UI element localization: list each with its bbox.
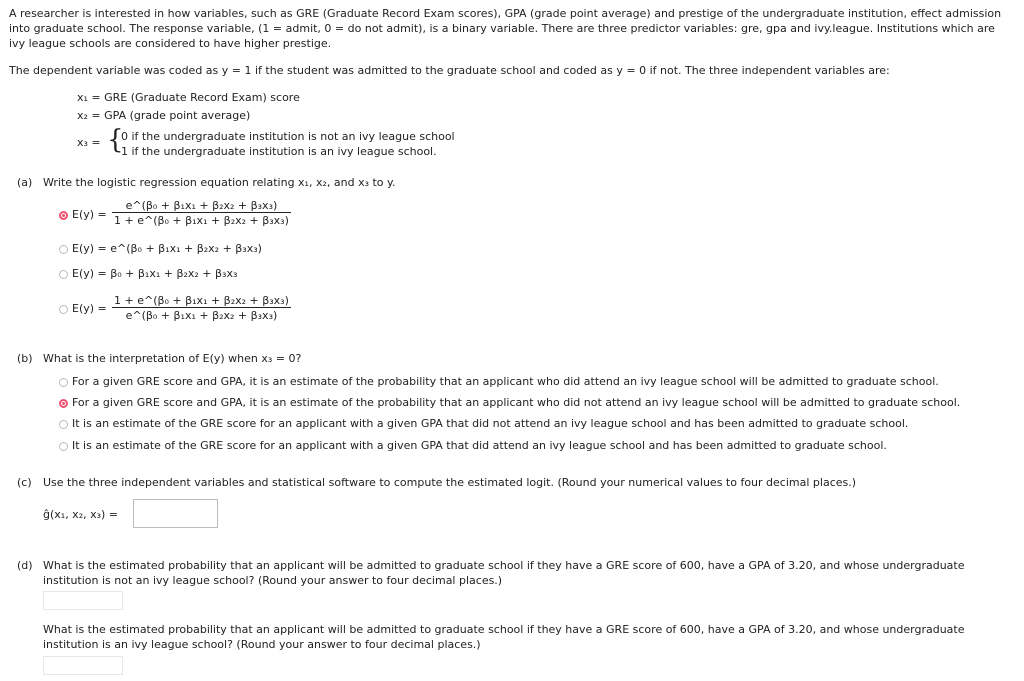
part-a-option-3-text: E(y) = β₀ + β₁x₁ + β₂x₂ + β₃x₃ — [72, 267, 238, 280]
intro-line-1: A researcher is interested in how variables, such as GRE (Graduate Record Exam scores), GPA (grade point average) and prestige of the undergraduate institution, effect admission — [9, 7, 1002, 20]
part-a-option-4-radio[interactable] — [59, 305, 68, 314]
part-b-label: (b) — [17, 352, 33, 365]
part-b-option-2-text: For a given GRE score and GPA, it is an estimate of the probability that an applicant who did not attend an ivy league school will be admitted to graduate school. — [72, 396, 961, 409]
part-d-question-2-line-1: What is the estimated probability that an applicant will be admitted to graduate school if they have a GRE score of 600, have a GPA of 3.20, and whose undergraduate — [43, 623, 965, 636]
intro-line-3: ivy league schools are considered to have higher prestige. — [9, 37, 332, 50]
probability-not-ivy-input[interactable] — [43, 591, 123, 610]
estimated-logit-input[interactable] — [133, 499, 218, 528]
part-b-option-4-text: It is an estimate of the GRE score for an applicant with a given GPA that did attend an ivy league school and has been admitted to graduate school. — [72, 439, 887, 452]
part-a-option-1-lhs: E(y) = — [72, 208, 107, 221]
part-a-option-4-fraction — [112, 294, 291, 322]
part-b-option-1-text: For a given GRE score and GPA, it is an estimate of the probability that an applicant who did attend an ivy league school will be admitted to graduate school. — [72, 375, 939, 388]
part-a-label: (a) — [17, 176, 33, 189]
part-d-question-1-line-2: institution is not an ivy league school? (Round your answer to four decimal places.) — [43, 574, 503, 587]
part-a-option-2-radio[interactable] — [59, 245, 68, 254]
x3-case-1: 1 if the undergraduate institution is an ivy league school. — [121, 145, 437, 158]
fraction-numerator: e^(β₀ + β₁x₁ + β₂x₂ + β₃x₃) — [125, 199, 278, 212]
part-a-option-1-fraction — [112, 199, 291, 227]
part-c-question: Use the three independent variables and statistical software to compute the estimated logit. (Round your numerical values to four decimal places.) — [43, 476, 857, 489]
x2-definition: x₂ = GPA (grade point average) — [77, 109, 251, 122]
part-a-option-1-radio[interactable] — [59, 211, 68, 220]
part-a-question: Write the logistic regression equation relating x₁, x₂, and x₃ to y. — [43, 176, 396, 189]
x3-case-0: 0 if the undergraduate institution is not an ivy league school — [121, 130, 455, 143]
part-b-option-3-radio[interactable] — [59, 420, 68, 429]
part-a-option-3-radio[interactable] — [59, 270, 68, 279]
part-b-question: What is the interpretation of E(y) when x₃ = 0? — [43, 352, 302, 365]
estimated-logit-lhs: ĝ(x₁, x₂, x₃) = — [43, 508, 119, 521]
part-a-option-4-lhs: E(y) = — [72, 302, 107, 315]
part-b-option-4-radio[interactable] — [59, 442, 68, 451]
fraction-numerator: 1 + e^(β₀ + β₁x₁ + β₂x₂ + β₃x₃) — [114, 294, 289, 307]
probability-ivy-input[interactable] — [43, 656, 123, 675]
fraction-denominator: e^(β₀ + β₁x₁ + β₂x₂ + β₃x₃) — [112, 307, 291, 322]
piecewise-brace: { — [107, 125, 124, 155]
part-d-question-2-line-2: institution is an ivy league school? (Round your answer to four decimal places.) — [43, 638, 481, 651]
part-b-option-1-radio[interactable] — [59, 378, 68, 387]
part-b-option-2-radio[interactable] — [59, 399, 68, 408]
part-b-option-3-text: It is an estimate of the GRE score for an applicant with a given GPA that did not attend an ivy league school and has been admitted to graduate school. — [72, 417, 909, 430]
x3-label: x₃ = — [77, 136, 101, 149]
part-c-label: (c) — [17, 476, 32, 489]
intro-dependent-variable: The dependent variable was coded as y = 1 if the student was admitted to the graduate school and coded as y = 0 if not. The three independent variables are: — [9, 64, 890, 77]
intro-line-2: into graduate school. The response variable, (1 = admit, 0 = do not admit), is a binary variable. There are three predictor variables: gre, gpa and ivy.league. Institutions which are — [9, 22, 995, 35]
part-d-label: (d) — [17, 559, 33, 572]
part-a-option-2-text: E(y) = e^(β₀ + β₁x₁ + β₂x₂ + β₃x₃) — [72, 242, 262, 255]
fraction-denominator: 1 + e^(β₀ + β₁x₁ + β₂x₂ + β₃x₃) — [114, 214, 289, 227]
part-d-question-1-line-1: What is the estimated probability that an applicant will be admitted to graduate school if they have a GRE score of 600, have a GPA of 3.20, and whose undergraduate — [43, 559, 965, 572]
x1-definition: x₁ = GRE (Graduate Record Exam) score — [77, 91, 300, 104]
